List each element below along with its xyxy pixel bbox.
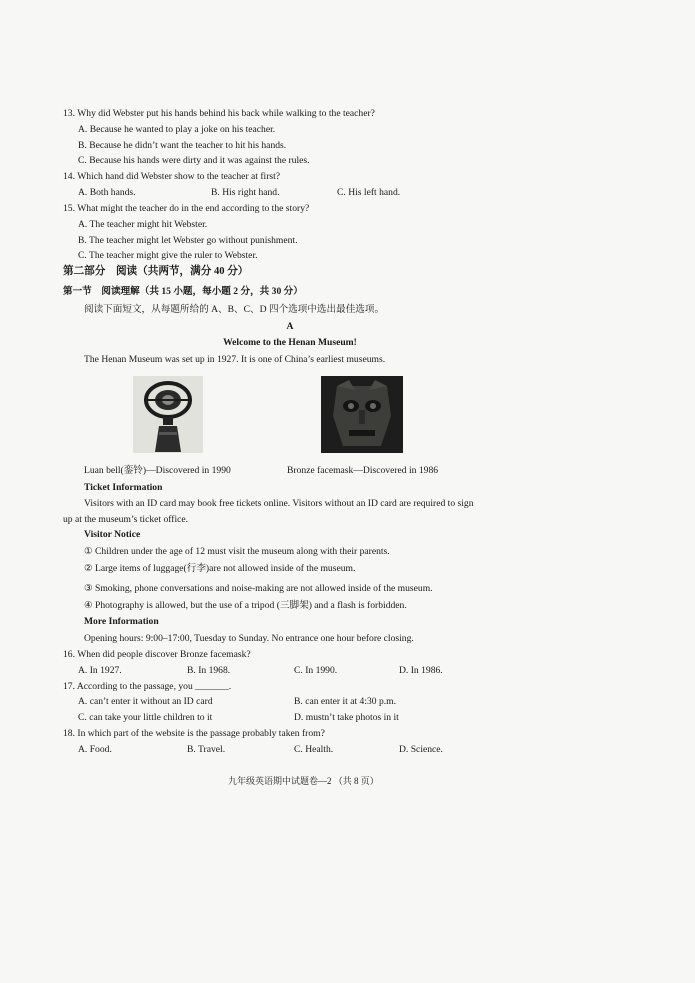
notice-item-2: ② Large items of luggage(行李)are not allowed inside of the museum. [84, 563, 356, 574]
more-info-heading: More Information [84, 616, 159, 627]
q15-option-c: C. The teacher might give the ruler to Webster. [78, 250, 258, 261]
passage-letter: A [286, 321, 294, 332]
q17-option-b: B. can enter it at 4:30 p.m. [294, 696, 397, 707]
q16-option-b: B. In 1968. [187, 665, 231, 676]
passage-intro: The Henan Museum was set up in 1927. It is one of China’s earliest museums. [84, 354, 386, 365]
opening-hours: Opening hours: 9:00–17:00, Tuesday to Sunday. No entrance one hour before closing. [84, 633, 414, 644]
q17-option-a: A. can’t enter it without an ID card [78, 696, 213, 707]
q18-option-d: D. Science. [399, 744, 443, 755]
section1-instruction: 阅读下面短文，从每题所给的 A、B、C、D 四个选项中选出最佳选项。 [84, 304, 385, 315]
q14-option-b: B. His right hand. [211, 187, 280, 198]
q14-option-a: A. Both hands. [78, 187, 136, 198]
q17-option-d: D. mustn’t take photos in it [294, 712, 399, 723]
question-16: 16. When did people discover Bronze facemask? [63, 649, 251, 660]
ticket-text-line1: Visitors with an ID card may book free tickets online. Visitors without an ID card are required to sign [84, 498, 474, 509]
q16-option-c: C. In 1990. [294, 665, 338, 676]
q15-option-a: A. The teacher might hit Webster. [78, 219, 208, 230]
question-15: 15. What might the teacher do in the end according to the story? [63, 203, 310, 214]
notice-heading: Visitor Notice [84, 529, 141, 540]
question-17: 17. According to the passage, you _______. [63, 681, 232, 692]
q18-option-c: C. Health. [294, 744, 334, 755]
notice-item-3: ③ Smoking, phone conversations and noise-making are not allowed inside of the museum. [84, 583, 433, 594]
ticket-heading: Ticket Information [84, 482, 163, 493]
section1-heading: 第一节 阅读理解（共 15 小题，每小题 2 分，共 30 分） [63, 286, 303, 297]
q13-option-a: A. Because he wanted to play a joke on his teacher. [78, 124, 276, 135]
notice-item-4: ④ Photography is allowed, but the use of a tripod (三脚架) and a flash is forbidden. [84, 600, 407, 611]
q18-option-a: A. Food. [78, 744, 112, 755]
q18-option-b: B. Travel. [187, 744, 226, 755]
passage-title: Welcome to the Henan Museum! [223, 337, 357, 348]
ticket-text-line2: up at the museum’s ticket office. [63, 514, 189, 525]
bronze-facemask-photo [321, 376, 403, 453]
luan-bell-caption: Luan bell(銮铃)—Discovered in 1990 [84, 465, 231, 476]
page-footer: 九年级英语期中试题卷—2 （共 8 页） [228, 776, 379, 786]
question-14: 14. Which hand did Webster show to the teacher at first? [63, 171, 281, 182]
notice-item-1: ① Children under the age of 12 must visit the museum along with their parents. [84, 546, 390, 557]
facemask-caption: Bronze facemask—Discovered in 1986 [287, 465, 439, 476]
q17-option-c: C. can take your little children to it [78, 712, 213, 723]
question-13: 13. Why did Webster put his hands behind his back while walking to the teacher? [63, 108, 375, 119]
q13-option-c: C. Because his hands were dirty and it was against the rules. [78, 155, 310, 166]
question-18: 18. In which part of the website is the passage probably taken from? [63, 728, 325, 739]
q16-option-a: A. In 1927. [78, 665, 122, 676]
q13-option-b: B. Because he didn’t want the teacher to hit his hands. [78, 140, 287, 151]
q14-option-c: C. His left hand. [337, 187, 401, 198]
luan-bell-photo [133, 376, 203, 453]
q15-option-b: B. The teacher might let Webster go without punishment. [78, 235, 298, 246]
q16-option-d: D. In 1986. [399, 665, 443, 676]
part2-heading: 第二部分 阅读（共两节，满分 40 分） [63, 266, 249, 277]
